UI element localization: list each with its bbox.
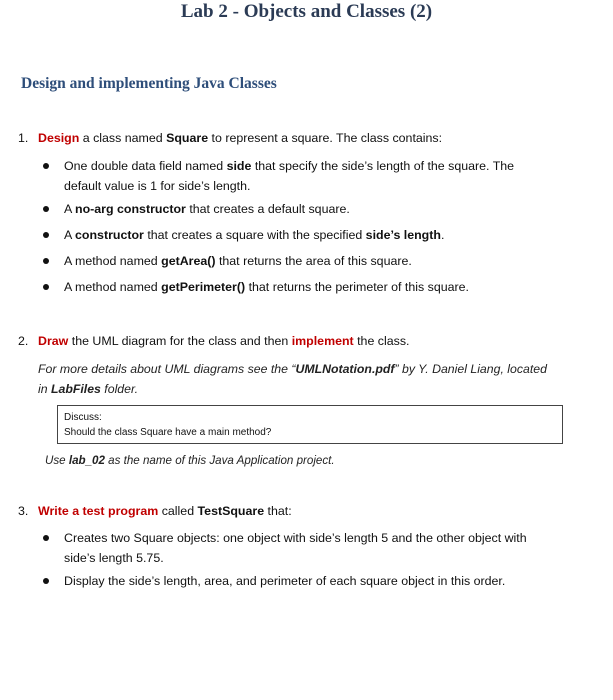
task-number: 2. — [18, 334, 29, 348]
item-text: . — [440, 228, 445, 242]
list-item — [40, 571, 527, 591]
task-number: 3. — [18, 504, 29, 518]
item-emphasis: getPerimeter() — [161, 280, 246, 294]
project-name: lab_02 — [68, 454, 105, 467]
item-text: A — [64, 228, 76, 242]
task-verb: Write a test program — [38, 504, 159, 518]
page-title: Lab 2 - Objects and Classes (2) — [180, 1, 433, 22]
item-emphasis: constructor — [75, 228, 144, 242]
item-text: Display the side’s length, area, and perimeter of each square object in this order. — [64, 574, 506, 588]
task-3-requirements — [40, 528, 527, 591]
task-verb: implement — [291, 334, 354, 348]
list-item — [40, 156, 514, 196]
item-text: that returns the perimeter of this square. — [245, 280, 469, 294]
item-text: A — [64, 202, 76, 216]
list-item — [40, 277, 514, 297]
file-name: UMLNotation.pdf — [295, 362, 395, 376]
folder-name: LabFiles — [51, 382, 101, 396]
discuss-label: Discuss: — [64, 412, 102, 423]
uml-reference-note — [38, 359, 547, 399]
item-emphasis: side’s length — [365, 228, 441, 242]
task-verb: Draw — [38, 334, 69, 348]
task-text: called — [158, 504, 198, 518]
note-text: ” by Y. Daniel Liang, located — [394, 362, 547, 376]
item-text: that returns the area of this square. — [215, 254, 412, 268]
note-text: Use — [45, 454, 69, 467]
class-name: Square — [166, 131, 209, 145]
list-item — [40, 528, 527, 568]
task-text: the class. — [353, 334, 410, 348]
task-text: the UML diagram for the class and then — [68, 334, 292, 348]
task-verb: Design — [38, 131, 80, 145]
item-text: A method named — [64, 254, 162, 268]
note-text: folder. — [100, 382, 139, 396]
note-text: For more details about UML diagrams see the “ — [38, 362, 296, 376]
task-1-requirements — [40, 156, 514, 297]
list-item — [40, 225, 514, 245]
discuss-box — [57, 405, 563, 444]
note-text: as the name of this Java Application project. — [104, 454, 335, 467]
task-1-intro — [18, 128, 442, 148]
item-emphasis: no-arg constructor — [75, 202, 186, 216]
item-text: Creates two Square objects: one object with side’s length 5 and the other object with — [64, 531, 527, 545]
item-emphasis: getArea() — [161, 254, 216, 268]
task-3-intro — [18, 501, 292, 521]
task-2-intro — [18, 331, 409, 351]
list-item — [40, 199, 514, 219]
program-name: TestSquare — [197, 504, 265, 518]
item-text: A method named — [64, 280, 162, 294]
item-text: that creates a square with the specified — [143, 228, 366, 242]
section-heading: Design and implementing Java Classes — [21, 75, 277, 92]
item-text: default value is 1 for side’s length. — [64, 179, 251, 193]
item-text: side’s length 5.75. — [64, 551, 164, 565]
task-number: 1. — [18, 131, 29, 145]
task-text: to represent a square. The class contains: — [208, 131, 443, 145]
item-text: that creates a default square. — [185, 202, 350, 216]
note-text: in — [38, 382, 51, 396]
item-text: that specify the side’s length of the square. The — [251, 159, 515, 173]
item-emphasis: side — [226, 159, 252, 173]
list-item — [40, 251, 514, 271]
task-text: a class named — [79, 131, 167, 145]
task-text: that: — [264, 504, 292, 518]
discuss-question: Should the class Square have a main method? — [64, 427, 272, 438]
item-text: One double data field named — [64, 159, 227, 173]
project-name-note — [45, 451, 335, 471]
